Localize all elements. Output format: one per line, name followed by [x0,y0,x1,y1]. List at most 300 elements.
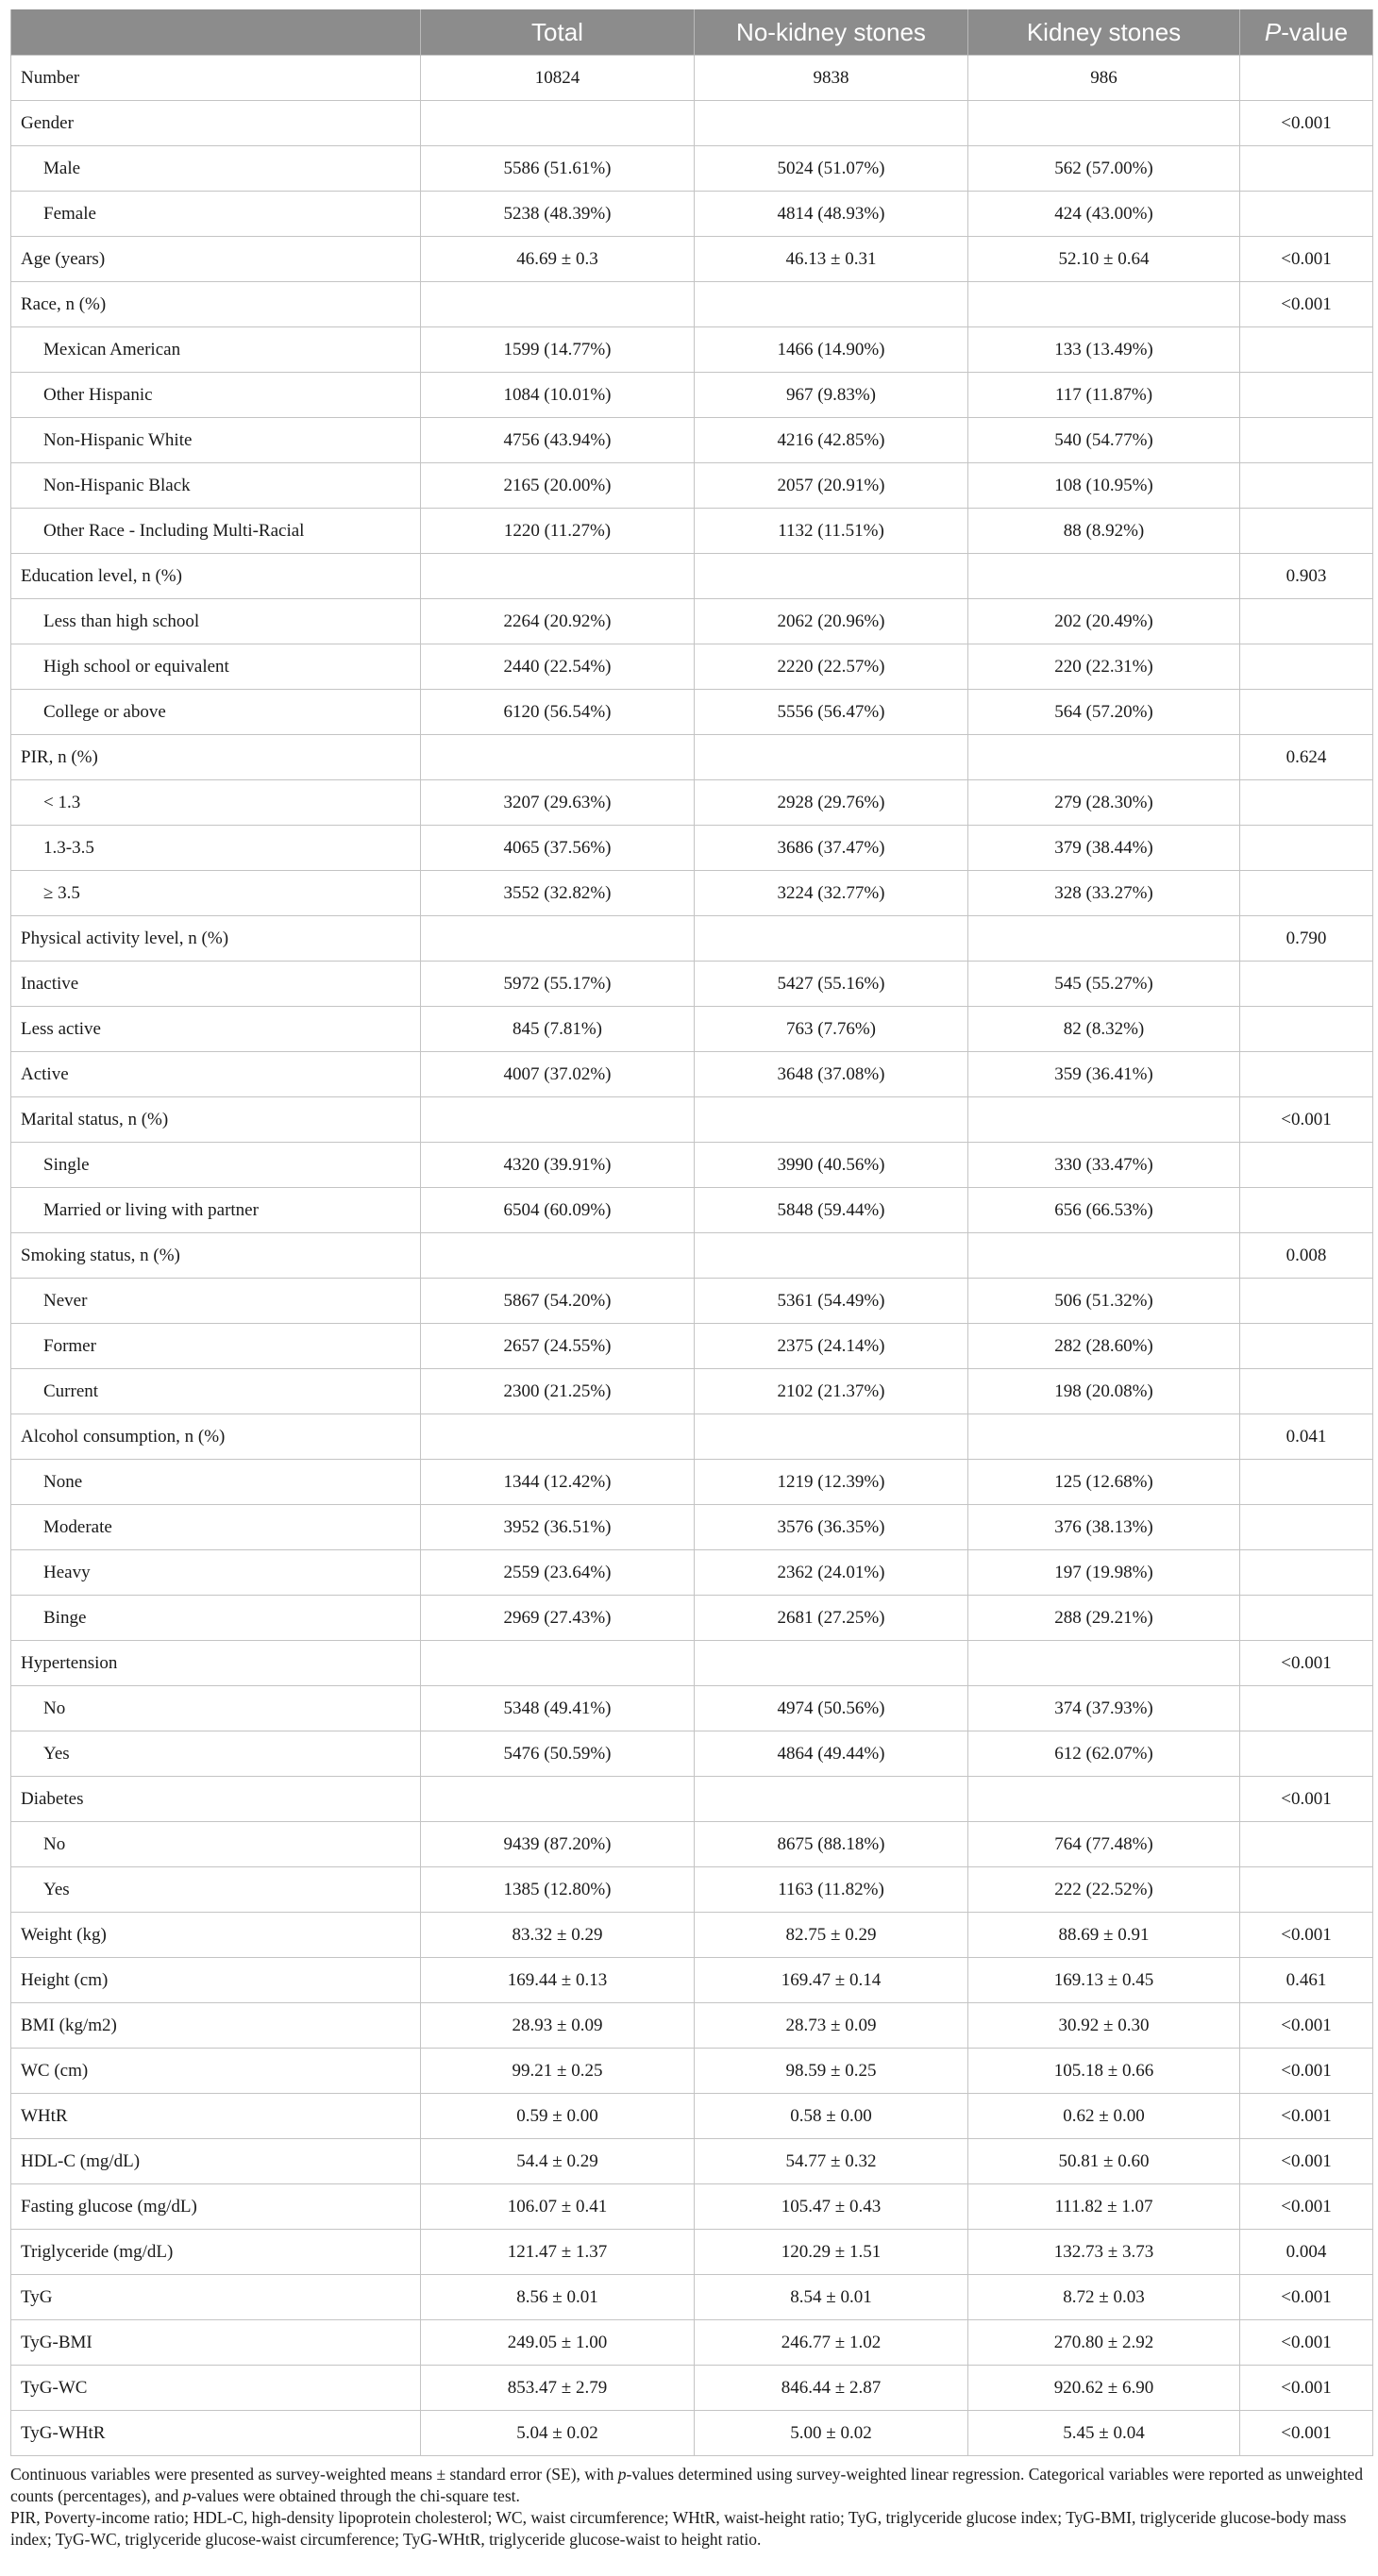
cell-total: 853.47 ± 2.79 [421,2366,695,2411]
cell-total [421,916,695,962]
cell-p-value: <0.001 [1240,1913,1373,1958]
header-no-kidney-stones: No-kidney stones [695,9,968,56]
row-label: None [11,1460,421,1505]
cell-p-value [1240,599,1373,644]
cell-kidney-stones [968,1233,1240,1279]
table-row [11,1188,1373,1233]
cell-kidney-stones: 5.45 ± 0.04 [968,2411,1240,2456]
cell-p-value: <0.001 [1240,1641,1373,1686]
row-label: WC (cm) [11,2049,421,2094]
cell-total: 54.4 ± 0.29 [421,2139,695,2184]
cell-p-value [1240,1731,1373,1777]
cell-total: 169.44 ± 0.13 [421,1958,695,2003]
row-label: Diabetes [11,1777,421,1822]
cell-kidney-stones: 220 (22.31%) [968,644,1240,690]
cell-no-kidney-stones: 4814 (48.93%) [695,192,968,237]
table-row [11,1867,1373,1913]
row-label: Smoking status, n (%) [11,1233,421,1279]
cell-kidney-stones [968,554,1240,599]
table-row [11,418,1373,463]
cell-total: 83.32 ± 0.29 [421,1913,695,1958]
cell-total: 2300 (21.25%) [421,1369,695,1414]
cell-total: 5.04 ± 0.02 [421,2411,695,2456]
cell-total: 1599 (14.77%) [421,327,695,373]
row-label: Weight (kg) [11,1913,421,1958]
cell-kidney-stones: 222 (22.52%) [968,1867,1240,1913]
table-row [11,2049,1373,2094]
table-row [11,599,1373,644]
cell-no-kidney-stones: 54.77 ± 0.32 [695,2139,968,2184]
header-label-column [11,9,421,56]
cell-no-kidney-stones: 3224 (32.77%) [695,871,968,916]
row-label: Other Race - Including Multi-Racial [11,509,421,554]
cell-kidney-stones: 52.10 ± 0.64 [968,237,1240,282]
row-label: WHtR [11,2094,421,2139]
cell-total: 5972 (55.17%) [421,962,695,1007]
cell-p-value [1240,1460,1373,1505]
cell-total [421,1414,695,1460]
table-row [11,554,1373,599]
cell-p-value [1240,509,1373,554]
cell-total: 2440 (22.54%) [421,644,695,690]
cell-no-kidney-stones: 846.44 ± 2.87 [695,2366,968,2411]
table-row [11,463,1373,509]
cell-total: 2969 (27.43%) [421,1596,695,1641]
cell-no-kidney-stones: 82.75 ± 0.29 [695,1913,968,1958]
cell-kidney-stones [968,1414,1240,1460]
cell-total: 5586 (51.61%) [421,146,695,192]
table-row [11,2230,1373,2275]
cell-total: 4007 (37.02%) [421,1052,695,1097]
cell-no-kidney-stones: 98.59 ± 0.25 [695,2049,968,2094]
cell-no-kidney-stones: 3990 (40.56%) [695,1143,968,1188]
cell-total: 2559 (23.64%) [421,1550,695,1596]
cell-total [421,735,695,780]
cell-kidney-stones: 330 (33.47%) [968,1143,1240,1188]
cell-kidney-stones [968,916,1240,962]
cell-p-value [1240,644,1373,690]
cell-no-kidney-stones: 0.58 ± 0.00 [695,2094,968,2139]
cell-total: 3552 (32.82%) [421,871,695,916]
cell-p-value [1240,56,1373,101]
row-label: Single [11,1143,421,1188]
cell-no-kidney-stones: 967 (9.83%) [695,373,968,418]
cell-kidney-stones: 545 (55.27%) [968,962,1240,1007]
table-row [11,1143,1373,1188]
cell-kidney-stones: 564 (57.20%) [968,690,1240,735]
cell-no-kidney-stones: 4216 (42.85%) [695,418,968,463]
table-row [11,146,1373,192]
cell-kidney-stones: 198 (20.08%) [968,1369,1240,1414]
cell-kidney-stones: 359 (36.41%) [968,1052,1240,1097]
cell-no-kidney-stones: 2062 (20.96%) [695,599,968,644]
cell-total: 6120 (56.54%) [421,690,695,735]
footnote-line-1: Continuous variables were presented as survey-weighted means ± standard error (SE), with p-values determined using survey-weighted linear regression. Categorical variables were reported as unweighted counts (percentages), and p-values were obtained through the chi-square test. [10,2465,1363,2505]
cell-no-kidney-stones: 763 (7.76%) [695,1007,968,1052]
cell-total: 3207 (29.63%) [421,780,695,826]
cell-p-value: <0.001 [1240,2184,1373,2230]
cell-no-kidney-stones: 120.29 ± 1.51 [695,2230,968,2275]
cell-p-value [1240,1822,1373,1867]
cell-p-value [1240,962,1373,1007]
cell-kidney-stones [968,735,1240,780]
cell-kidney-stones: 50.81 ± 0.60 [968,2139,1240,2184]
cell-total: 2165 (20.00%) [421,463,695,509]
row-label: Former [11,1324,421,1369]
row-label: Physical activity level, n (%) [11,916,421,962]
cell-total: 2657 (24.55%) [421,1324,695,1369]
cell-no-kidney-stones: 2375 (24.14%) [695,1324,968,1369]
cell-total [421,1777,695,1822]
row-label: Marital status, n (%) [11,1097,421,1143]
table-row [11,1324,1373,1369]
cell-p-value [1240,1686,1373,1731]
header-row [11,9,1373,56]
table-row [11,282,1373,327]
cell-no-kidney-stones: 1219 (12.39%) [695,1460,968,1505]
cell-kidney-stones [968,1097,1240,1143]
table-row [11,1233,1373,1279]
cell-kidney-stones: 374 (37.93%) [968,1686,1240,1731]
cell-kidney-stones [968,1777,1240,1822]
row-label: TyG-BMI [11,2320,421,2366]
row-label: TyG-WHtR [11,2411,421,2456]
cell-p-value: <0.001 [1240,1097,1373,1143]
cell-kidney-stones: 986 [968,56,1240,101]
table-row [11,2184,1373,2230]
cell-p-value [1240,373,1373,418]
row-label: No [11,1686,421,1731]
cell-total: 5238 (48.39%) [421,192,695,237]
cell-p-value: <0.001 [1240,2275,1373,2320]
cell-p-value: <0.001 [1240,2003,1373,2049]
cell-p-value [1240,1143,1373,1188]
table-row [11,644,1373,690]
cell-total: 3952 (36.51%) [421,1505,695,1550]
cell-p-value: 0.041 [1240,1414,1373,1460]
row-label: Age (years) [11,237,421,282]
cell-total: 1084 (10.01%) [421,373,695,418]
cell-p-value: <0.001 [1240,2411,1373,2456]
row-label: Moderate [11,1505,421,1550]
row-label: College or above [11,690,421,735]
cell-no-kidney-stones [695,101,968,146]
table-row [11,962,1373,1007]
cell-no-kidney-stones [695,282,968,327]
table-row [11,192,1373,237]
cell-p-value: <0.001 [1240,237,1373,282]
cell-p-value: 0.903 [1240,554,1373,599]
table-row [11,373,1373,418]
baseline-characteristics-table [10,9,1373,2456]
cell-kidney-stones: 117 (11.87%) [968,373,1240,418]
cell-no-kidney-stones: 169.47 ± 0.14 [695,1958,968,2003]
table-row [11,509,1373,554]
cell-kidney-stones: 540 (54.77%) [968,418,1240,463]
cell-total: 5348 (49.41%) [421,1686,695,1731]
cell-no-kidney-stones: 5427 (55.16%) [695,962,968,1007]
cell-kidney-stones: 108 (10.95%) [968,463,1240,509]
cell-kidney-stones: 125 (12.68%) [968,1460,1240,1505]
cell-kidney-stones: 270.80 ± 2.92 [968,2320,1240,2366]
cell-p-value: 0.790 [1240,916,1373,962]
cell-kidney-stones: 656 (66.53%) [968,1188,1240,1233]
cell-total [421,554,695,599]
row-label: TyG [11,2275,421,2320]
row-label: Current [11,1369,421,1414]
cell-no-kidney-stones: 3576 (36.35%) [695,1505,968,1550]
table-row [11,1777,1373,1822]
cell-p-value [1240,327,1373,373]
cell-total: 8.56 ± 0.01 [421,2275,695,2320]
row-label: Non-Hispanic White [11,418,421,463]
cell-no-kidney-stones: 4974 (50.56%) [695,1686,968,1731]
cell-no-kidney-stones: 1163 (11.82%) [695,1867,968,1913]
table-row [11,101,1373,146]
cell-no-kidney-stones: 1132 (11.51%) [695,509,968,554]
cell-total [421,1233,695,1279]
cell-kidney-stones: 612 (62.07%) [968,1731,1240,1777]
cell-p-value [1240,1324,1373,1369]
row-label: TyG-WC [11,2366,421,2411]
cell-total: 121.47 ± 1.37 [421,2230,695,2275]
cell-no-kidney-stones: 2362 (24.01%) [695,1550,968,1596]
row-label: Inactive [11,962,421,1007]
table-row [11,2275,1373,2320]
table-row [11,1641,1373,1686]
row-label: Other Hispanic [11,373,421,418]
table-row [11,1550,1373,1596]
row-label: Female [11,192,421,237]
cell-total [421,1097,695,1143]
cell-total: 28.93 ± 0.09 [421,2003,695,2049]
row-label: Married or living with partner [11,1188,421,1233]
cell-p-value: <0.001 [1240,2139,1373,2184]
cell-kidney-stones: 282 (28.60%) [968,1324,1240,1369]
cell-total [421,101,695,146]
cell-kidney-stones: 132.73 ± 3.73 [968,2230,1240,2275]
row-label: Gender [11,101,421,146]
cell-no-kidney-stones: 3686 (37.47%) [695,826,968,871]
table-row [11,1369,1373,1414]
cell-total: 249.05 ± 1.00 [421,2320,695,2366]
cell-p-value: 0.004 [1240,2230,1373,2275]
row-label: Less than high school [11,599,421,644]
table-row [11,1279,1373,1324]
table-row [11,916,1373,962]
row-label: Heavy [11,1550,421,1596]
cell-p-value [1240,1550,1373,1596]
table-row [11,2094,1373,2139]
cell-no-kidney-stones [695,1414,968,1460]
cell-total: 1220 (11.27%) [421,509,695,554]
cell-kidney-stones: 920.62 ± 6.90 [968,2366,1240,2411]
header-p-rest: -value [1281,17,1349,46]
cell-kidney-stones: 0.62 ± 0.00 [968,2094,1240,2139]
cell-p-value: 0.461 [1240,1958,1373,2003]
cell-no-kidney-stones [695,1641,968,1686]
cell-kidney-stones [968,1641,1240,1686]
table-row [11,1822,1373,1867]
cell-total: 6504 (60.09%) [421,1188,695,1233]
cell-total: 845 (7.81%) [421,1007,695,1052]
row-label: No [11,1822,421,1867]
row-label: Race, n (%) [11,282,421,327]
row-label: Education level, n (%) [11,554,421,599]
table-row [11,1686,1373,1731]
row-label: Yes [11,1731,421,1777]
cell-p-value: <0.001 [1240,2094,1373,2139]
cell-no-kidney-stones: 3648 (37.08%) [695,1052,968,1097]
cell-kidney-stones: 506 (51.32%) [968,1279,1240,1324]
cell-no-kidney-stones: 5848 (59.44%) [695,1188,968,1233]
row-label: Mexican American [11,327,421,373]
row-label: Hypertension [11,1641,421,1686]
cell-no-kidney-stones: 105.47 ± 0.43 [695,2184,968,2230]
header-p-italic: P [1264,17,1282,46]
header-p-value [1240,9,1373,56]
row-label: Binge [11,1596,421,1641]
table-row [11,1596,1373,1641]
cell-no-kidney-stones: 5.00 ± 0.02 [695,2411,968,2456]
cell-p-value [1240,780,1373,826]
cell-no-kidney-stones [695,1233,968,1279]
cell-total: 4320 (39.91%) [421,1143,695,1188]
table-row [11,1505,1373,1550]
cell-p-value [1240,146,1373,192]
cell-p-value: <0.001 [1240,282,1373,327]
cell-p-value [1240,1007,1373,1052]
cell-kidney-stones: 105.18 ± 0.66 [968,2049,1240,2094]
table-row [11,2003,1373,2049]
cell-no-kidney-stones: 8.54 ± 0.01 [695,2275,968,2320]
table-row [11,735,1373,780]
cell-no-kidney-stones: 2220 (22.57%) [695,644,968,690]
cell-no-kidney-stones: 2057 (20.91%) [695,463,968,509]
cell-total: 1344 (12.42%) [421,1460,695,1505]
cell-p-value [1240,690,1373,735]
cell-total: 106.07 ± 0.41 [421,2184,695,2230]
cell-no-kidney-stones: 8675 (88.18%) [695,1822,968,1867]
cell-no-kidney-stones: 28.73 ± 0.09 [695,2003,968,2049]
table-row [11,56,1373,101]
cell-p-value [1240,1188,1373,1233]
cell-no-kidney-stones: 5556 (56.47%) [695,690,968,735]
cell-p-value [1240,1052,1373,1097]
cell-total [421,1641,695,1686]
row-label: < 1.3 [11,780,421,826]
cell-p-value [1240,1369,1373,1414]
cell-p-value: <0.001 [1240,2320,1373,2366]
table-row [11,871,1373,916]
table-row [11,1913,1373,1958]
cell-no-kidney-stones: 5361 (54.49%) [695,1279,968,1324]
row-label: Never [11,1279,421,1324]
row-label: Male [11,146,421,192]
cell-kidney-stones: 88 (8.92%) [968,509,1240,554]
row-label: Active [11,1052,421,1097]
cell-total: 1385 (12.80%) [421,1867,695,1913]
cell-total: 5476 (50.59%) [421,1731,695,1777]
table-row [11,2366,1373,2411]
cell-no-kidney-stones [695,735,968,780]
cell-no-kidney-stones [695,554,968,599]
cell-p-value [1240,192,1373,237]
cell-total: 46.69 ± 0.3 [421,237,695,282]
cell-kidney-stones: 30.92 ± 0.30 [968,2003,1240,2049]
cell-kidney-stones [968,282,1240,327]
cell-p-value: <0.001 [1240,101,1373,146]
table-row [11,1958,1373,2003]
row-label: Number [11,56,421,101]
table-row [11,780,1373,826]
cell-total: 9439 (87.20%) [421,1822,695,1867]
cell-p-value [1240,1279,1373,1324]
cell-total: 0.59 ± 0.00 [421,2094,695,2139]
row-label: HDL-C (mg/dL) [11,2139,421,2184]
table-row [11,1052,1373,1097]
cell-p-value [1240,1596,1373,1641]
cell-total: 4756 (43.94%) [421,418,695,463]
cell-total: 5867 (54.20%) [421,1279,695,1324]
cell-p-value [1240,463,1373,509]
table-footnote [10,2464,1367,2551]
table-row [11,1414,1373,1460]
cell-kidney-stones: 8.72 ± 0.03 [968,2275,1240,2320]
cell-kidney-stones: 82 (8.32%) [968,1007,1240,1052]
table-row [11,2320,1373,2366]
row-label: High school or equivalent [11,644,421,690]
cell-kidney-stones: 288 (29.21%) [968,1596,1240,1641]
cell-p-value: 0.624 [1240,735,1373,780]
cell-kidney-stones: 562 (57.00%) [968,146,1240,192]
cell-no-kidney-stones: 246.77 ± 1.02 [695,2320,968,2366]
cell-p-value: <0.001 [1240,2049,1373,2094]
table-row [11,1731,1373,1777]
cell-no-kidney-stones: 9838 [695,56,968,101]
cell-total: 2264 (20.92%) [421,599,695,644]
row-label: PIR, n (%) [11,735,421,780]
cell-p-value [1240,418,1373,463]
row-label: Alcohol consumption, n (%) [11,1414,421,1460]
table-row [11,690,1373,735]
cell-no-kidney-stones [695,916,968,962]
cell-no-kidney-stones: 5024 (51.07%) [695,146,968,192]
cell-p-value [1240,1867,1373,1913]
table-row [11,2139,1373,2184]
row-label: Non-Hispanic Black [11,463,421,509]
table-body [11,56,1373,2456]
table-row [11,327,1373,373]
cell-p-value [1240,826,1373,871]
cell-no-kidney-stones: 4864 (49.44%) [695,1731,968,1777]
cell-no-kidney-stones: 2681 (27.25%) [695,1596,968,1641]
table-row [11,826,1373,871]
cell-p-value: <0.001 [1240,2366,1373,2411]
cell-no-kidney-stones: 46.13 ± 0.31 [695,237,968,282]
cell-p-value [1240,1505,1373,1550]
header-total: Total [421,9,695,56]
cell-kidney-stones: 379 (38.44%) [968,826,1240,871]
cell-kidney-stones: 202 (20.49%) [968,599,1240,644]
cell-no-kidney-stones [695,1097,968,1143]
cell-total: 4065 (37.56%) [421,826,695,871]
cell-kidney-stones: 328 (33.27%) [968,871,1240,916]
footnote-line-2: PIR, Poverty-income ratio; HDL-C, high-density lipoprotein cholesterol; WC, waist circumference; WHtR, waist-height ratio; TyG, triglyceride glucose index; TyG-BMI, triglyceride glucose-body mass index; TyG-WC, triglyceride glucose-waist circumference; TyG-WHtR, triglyceride glucose-waist to height ratio. [10,2508,1347,2549]
cell-kidney-stones: 764 (77.48%) [968,1822,1240,1867]
cell-total [421,282,695,327]
table-row [11,237,1373,282]
